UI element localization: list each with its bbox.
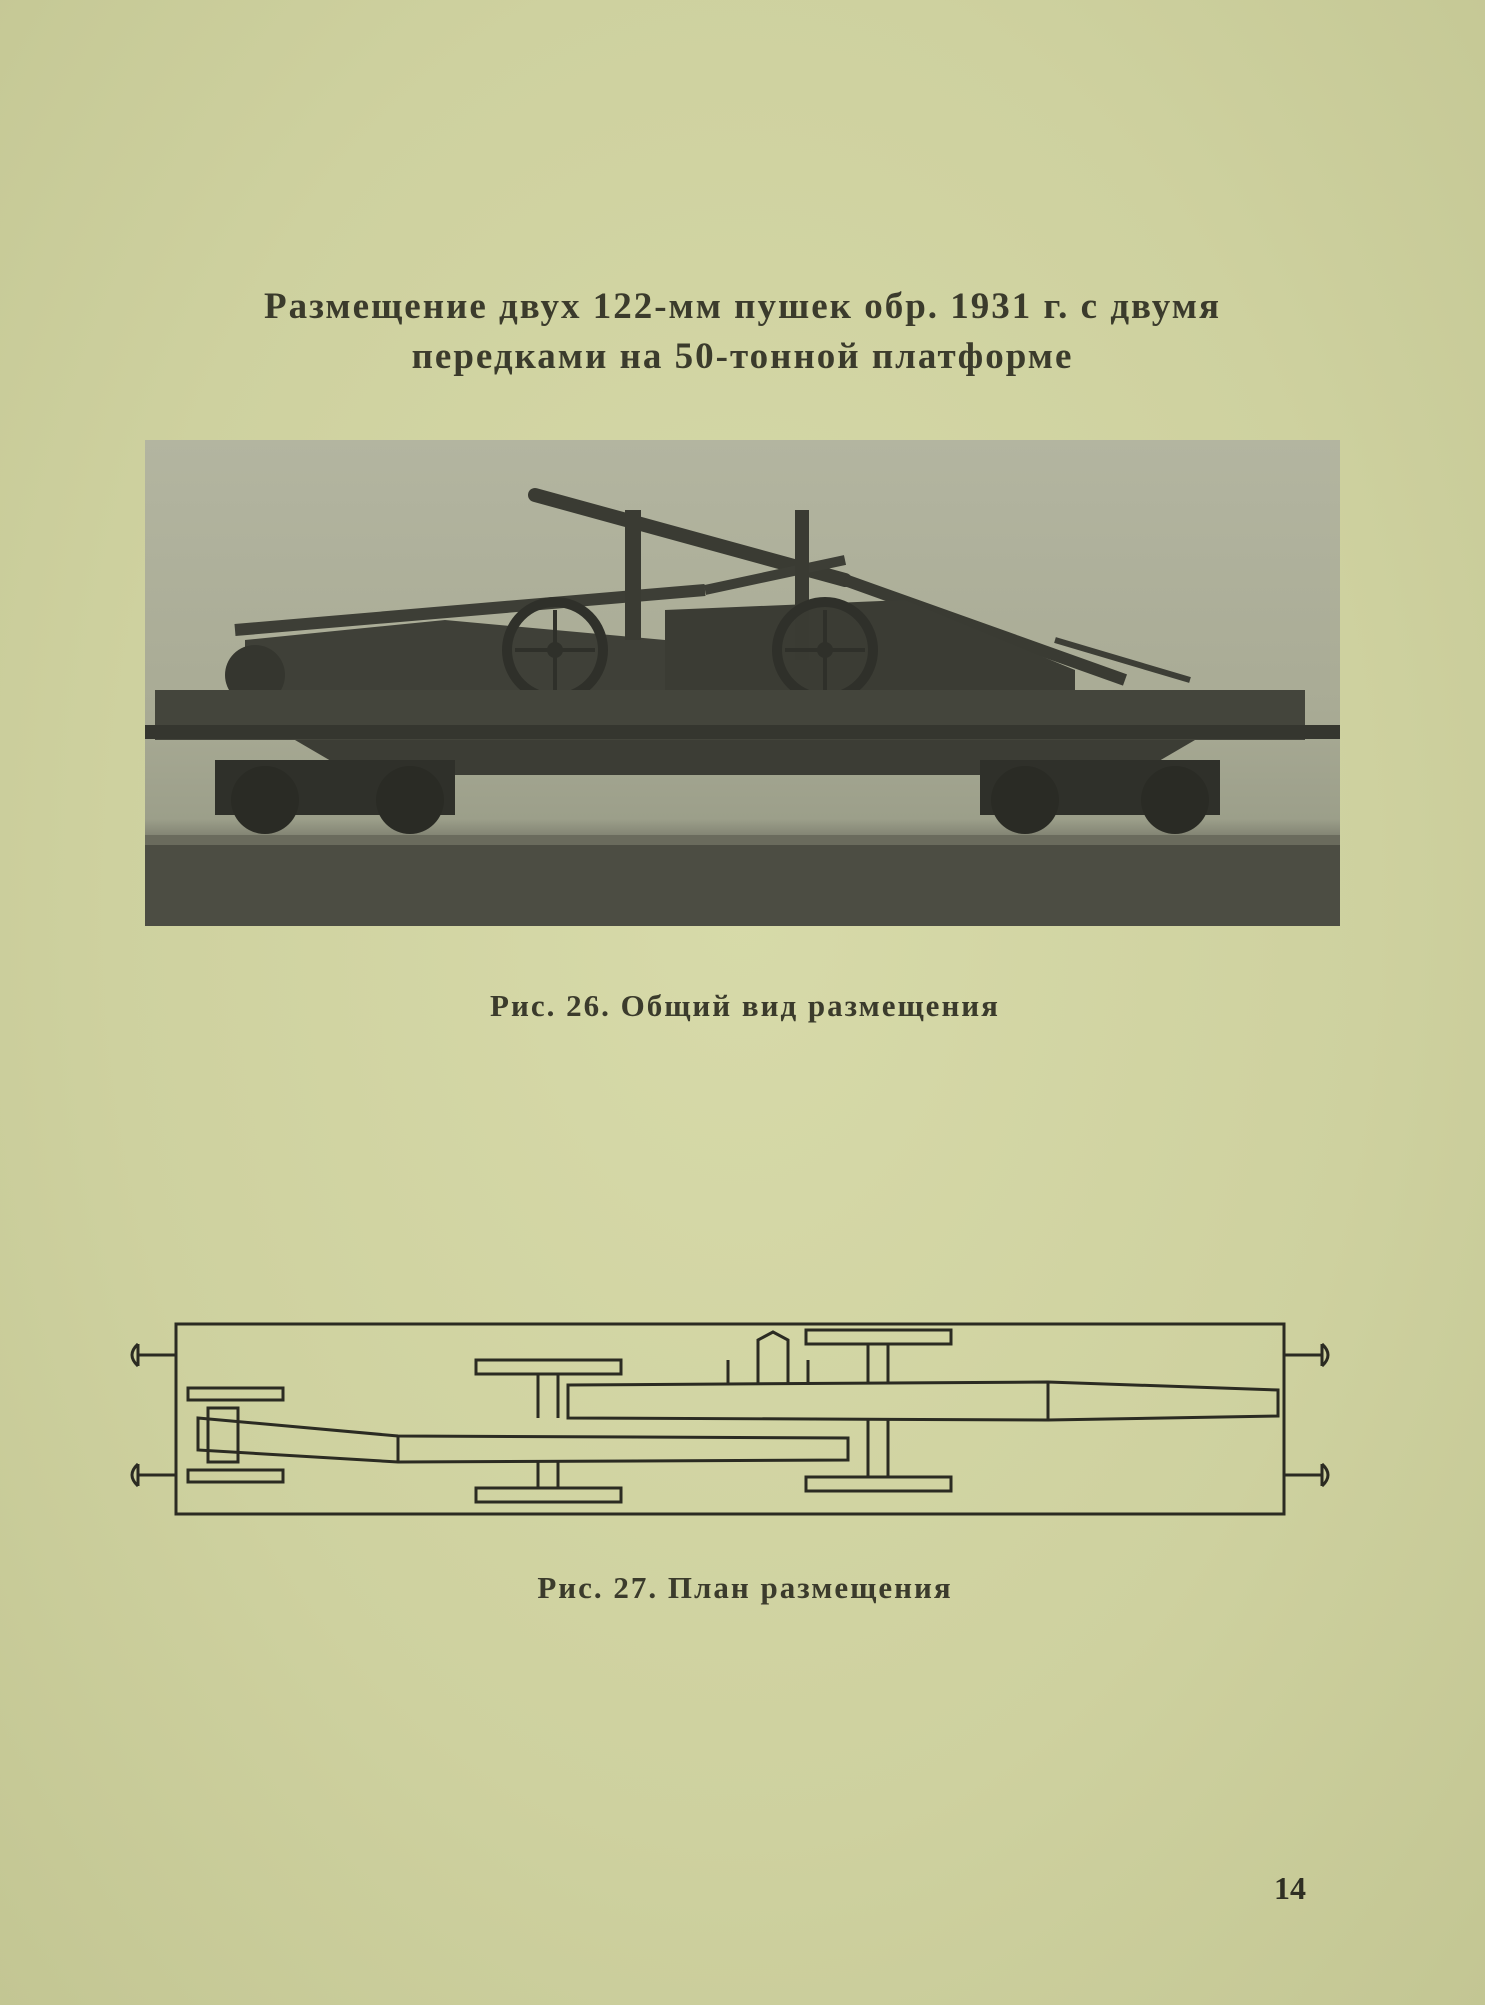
figure-26-caption: Рис. 26. Общий вид размещения [490,988,1000,1023]
page-title-line-2: передками на 50-тонной платформе [411,336,1074,377]
buffer-top-right [1284,1344,1328,1366]
figure-27-caption: Рис. 27. План размещения [537,1570,953,1605]
figure-26-photo [145,440,1340,926]
buffer-bottom-right [1284,1464,1328,1486]
figure-27-plan-diagram [108,1310,1358,1530]
buffer-top-left [132,1344,176,1366]
gun-2-barrel [198,1418,848,1462]
gun-1-barrel [568,1382,1278,1420]
gun-2-wheel-bottom [476,1488,621,1502]
gun-2-wheel-top [476,1360,621,1374]
railcar-photo-drawing [145,440,1340,926]
page-title-line-1: Размещение двух 122-мм пушек обр. 1931 г. с двумя [263,286,1222,327]
gun-1-wheel-top [806,1330,951,1344]
page-number: 14 [1274,1870,1306,1906]
gun-1-wheel-bottom [806,1477,951,1491]
page-title [150,282,1335,382]
buffer-bottom-left [132,1464,176,1486]
gun-2-trail [208,1408,238,1462]
limber-1-wheel [188,1388,283,1400]
limber-2-wheel [188,1470,283,1482]
